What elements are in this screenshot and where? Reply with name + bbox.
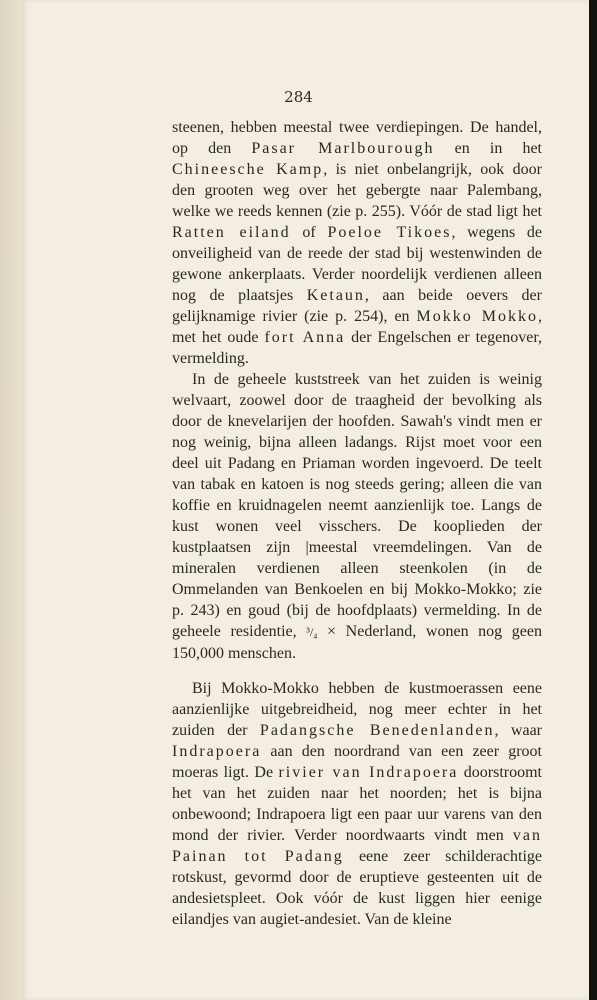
spaced-name: fort Anna (264, 329, 346, 346)
page-number: 284 (284, 88, 313, 106)
spaced-name: Padangsche Benedenlanden (259, 722, 495, 739)
paragraph-1: steenen, hebben meestal twee verdiepingen. De handel, op den Pasar Marlbourough en in het Chineesche Kamp, is niet onbelangrijk, ook door den grooten weg over het gebergte naar Palembang, welke we reeds kennen (zie p. 255). Vóór de stad ligt het Ratten eiland of Poeloe Tikoes, wegens de onveiligheid van de reede der stad bij westenwinden de gewone ankerplaats. Verder noordelijk verdienen alleen nog de plaatsjes Ketaun, aan beide oevers der gelijknamige rivier (zie p. 254), en Mokko Mokko, met het oude fort Anna der Engelschen er tegenover, vermelding. (172, 119, 543, 367)
body-text (172, 117, 542, 930)
spaced-name: Indrapoera (172, 743, 262, 760)
spaced-name: Chineesche Kamp (172, 161, 324, 178)
paragraph-3: Bij Mokko-Mokko hebben de kustmoerassen eene aanzienlijke uitgebreidheid, nog meer echter in het zuiden der Padangsche Benedenlanden, waar Indrapoera aan den noordrand van een zeer groot moeras ligt. De rivier van Indrapoera doorstroomt het van het zuiden naar het noorden; het is bijna onbewoond; Indrapoera ligt een paar uur varens van den mond der rivier. Verder noordwaarts vindt men van Painan tot Padang eene zeer schilderachtige rotskust, gevormd door de eruptieve gesteenten uit de andesietspleet. Ook vóór de kust liggen hier eenige eilandjes van augiet-andesiet. Van de kleine (172, 680, 543, 928)
spaced-name: van Painan tot Padang (172, 827, 542, 865)
spaced-name: Poeloe Tikoes (327, 224, 452, 241)
paragraph-2: In de geheele kuststreek van het zuiden is weinig welvaart, zoowel door de traagheid der bevolking als door de knevelarijen der hoofden. Sawah's vindt men er nog weinig, bijna alleen ladangs. Rijst moet voor een deel uit Padang en Priaman worden ingevoerd. De teelt van tabak en katoen is nog steeds gering; alleen die van koffie en kruidnagelen neemt aanzienlijk toe. Langs de kust wonen veel visschers. De kooplieden der kustplaatsen zijn |meestal vreemdelingen. Van de mineralen verdienen alleen steenkolen (in de Ommelanden van Benkoelen en bij Mokko-Mokko; zie p. 243) en goud (bij de hoofdplaats) vermelding. In de geheele residentie, ³/₄ × Nederland, wonen nog geen 150,000 menschen. (172, 371, 543, 662)
spaced-name: Pasar Marlbourough (251, 140, 435, 157)
spaced-name: rivier van Indrapoera (278, 764, 459, 781)
page-gutter-shadow (0, 0, 22, 1000)
page-right-edge (589, 0, 597, 1000)
spaced-name: Ketaun (306, 287, 365, 304)
spaced-name: Mokko Mokko (416, 308, 538, 325)
spaced-name: Ratten eiland (172, 224, 291, 241)
fraction: ³/₄ (306, 625, 318, 639)
